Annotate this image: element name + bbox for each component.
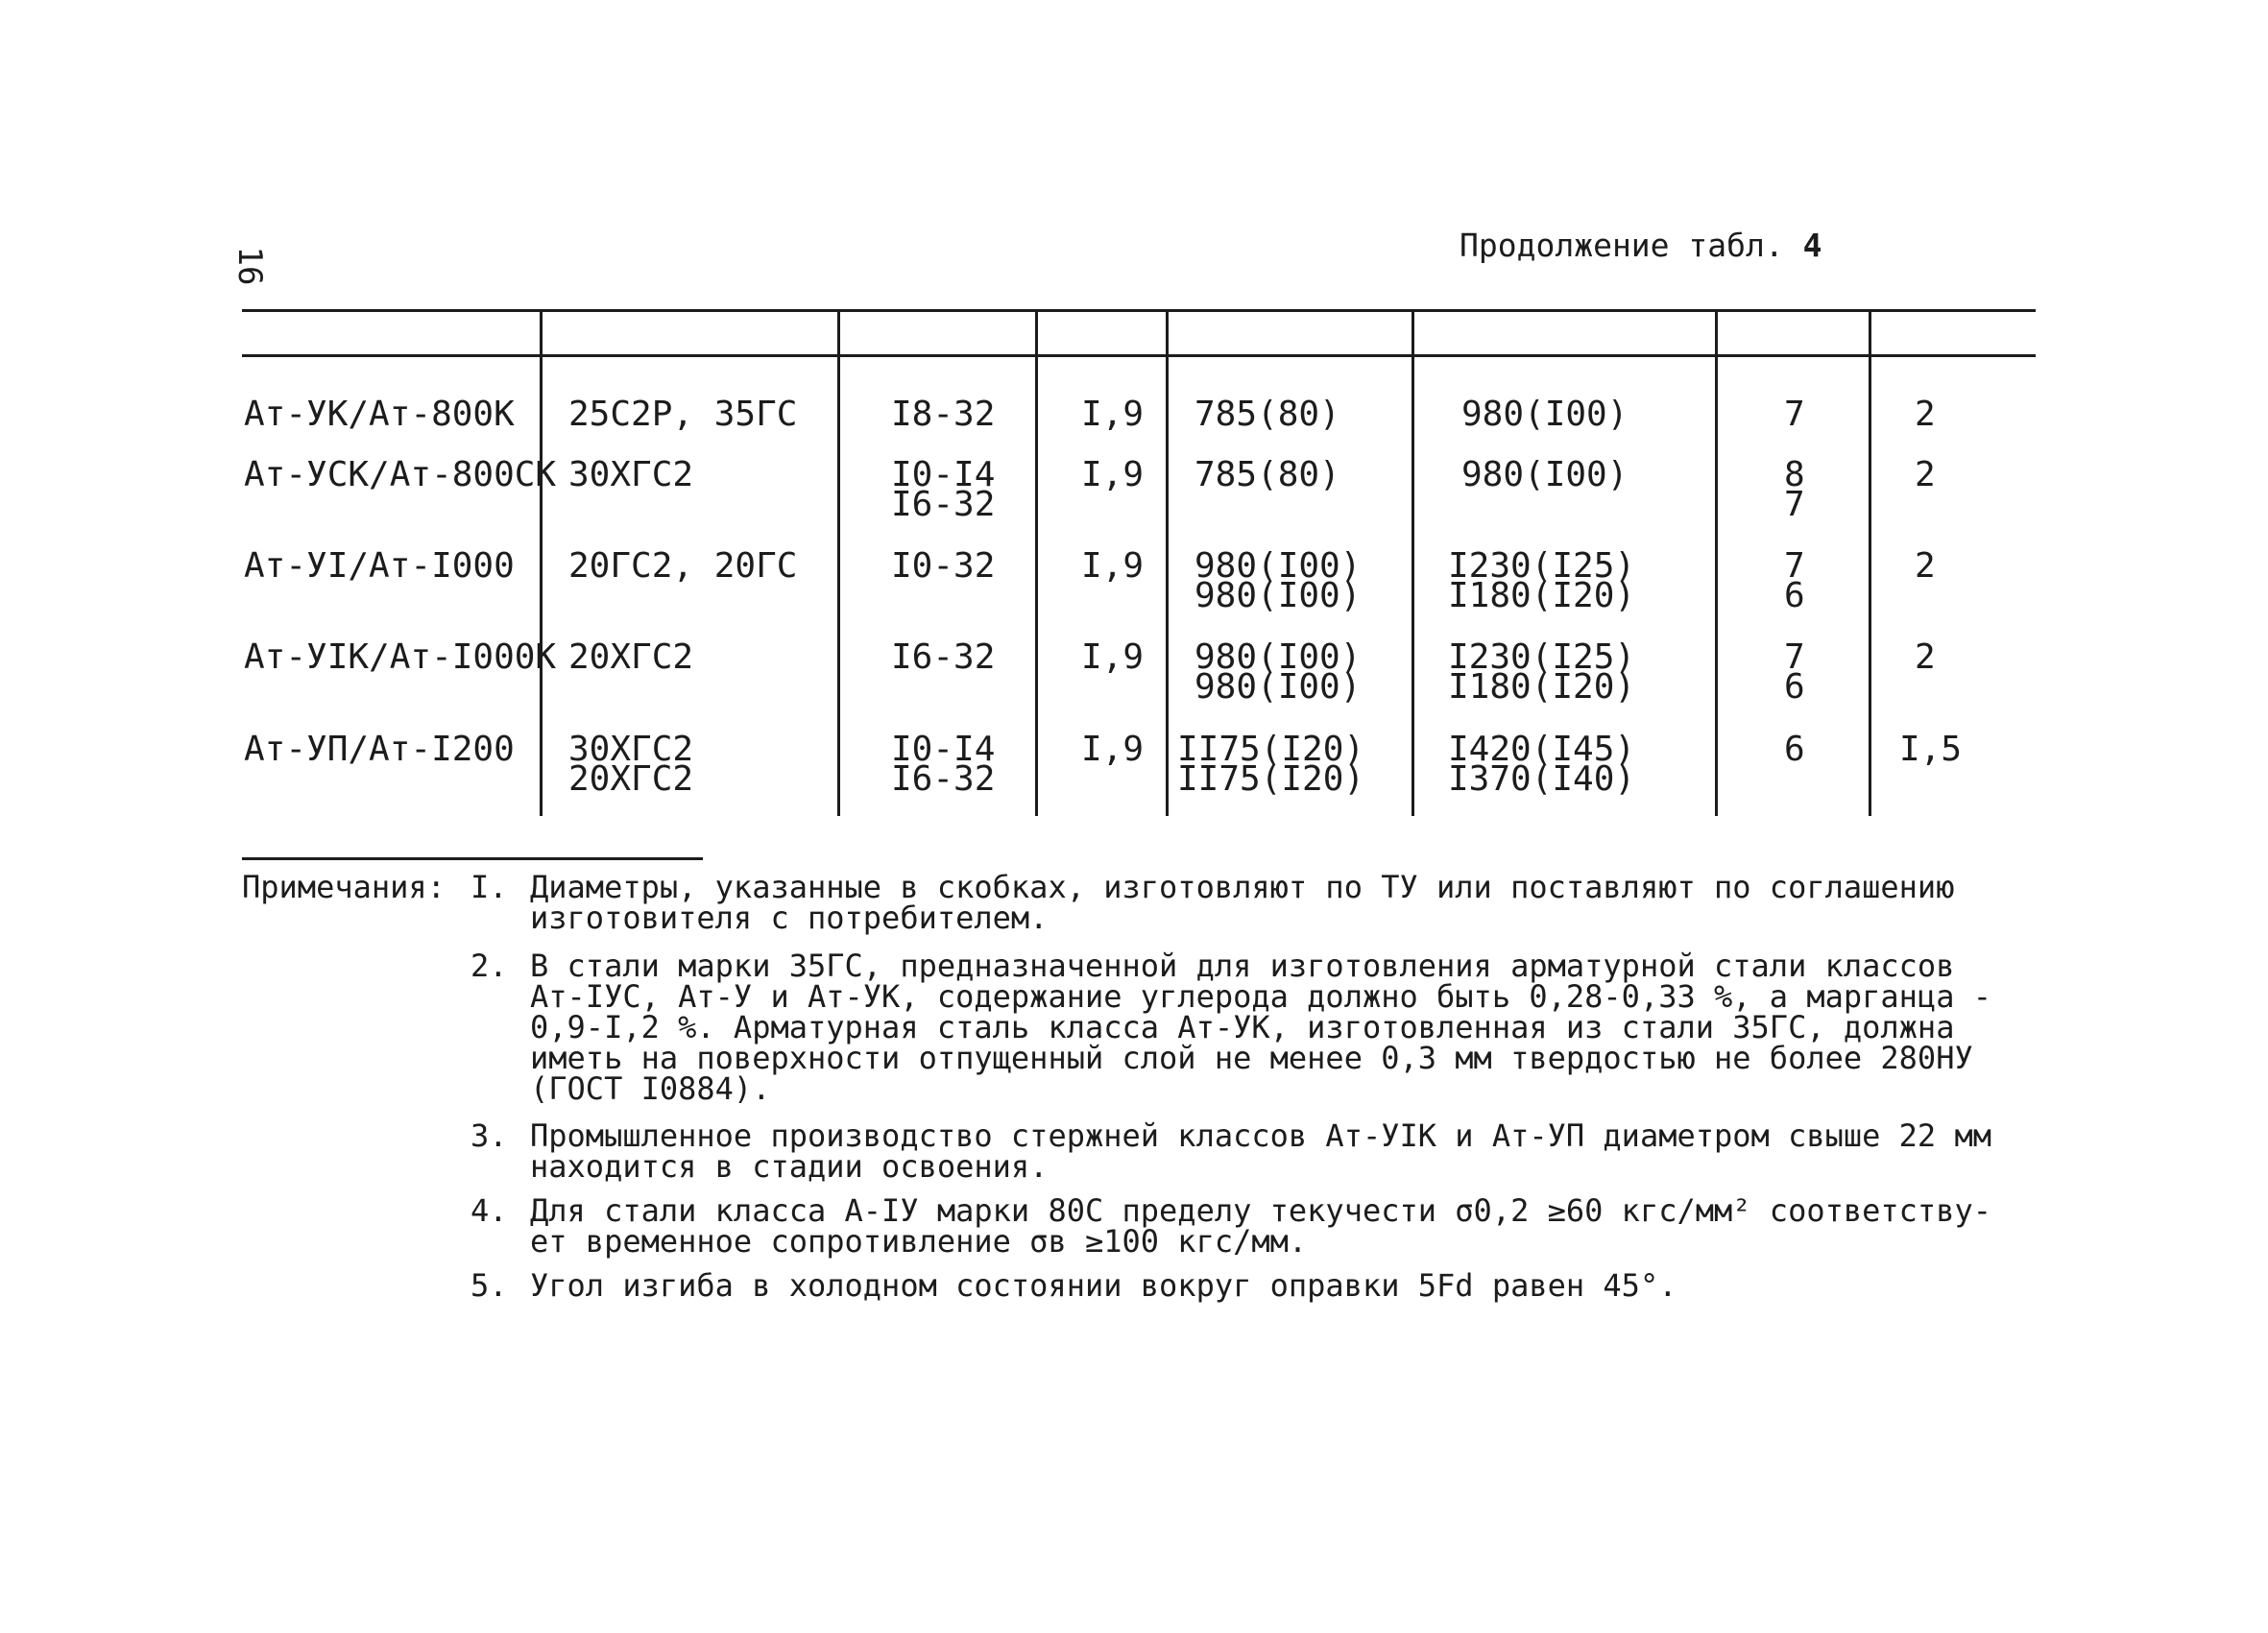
- cell-yield-strength: 980(I00) 980(I00): [1194, 637, 1362, 707]
- column-divider: [1411, 309, 1414, 816]
- table-top-rule: [242, 309, 2036, 312]
- column-divider: [1715, 309, 1718, 816]
- cell-diameter: I8-32: [891, 395, 996, 434]
- table-header-rule: [242, 354, 2036, 357]
- page-number: 16: [230, 246, 269, 286]
- cell-steel-grade: 25С2Р, 35ГС: [568, 395, 798, 434]
- cell-elongation: 8 7: [1784, 455, 1805, 524]
- cell-ratio: I,9: [1081, 455, 1145, 494]
- note-text: Промышленное производство стержней классов Ат-УIК и Ат-УП диаметром свыше 22 мм находится в стадии освоения.: [530, 1117, 1991, 1185]
- column-divider: [540, 309, 543, 816]
- cell-diameter: I0-I4 I6-32: [891, 730, 996, 799]
- cell-elongation: 7 6: [1784, 546, 1805, 615]
- note-item: [470, 1117, 2093, 1185]
- caption-table-number: 4: [1802, 227, 1822, 264]
- column-divider: [1869, 309, 1871, 816]
- cell-bend: 2: [1915, 395, 1936, 434]
- cell-bend: 2: [1915, 546, 1936, 586]
- cell-bend: 2: [1915, 637, 1936, 677]
- note-number: 2.: [470, 948, 508, 984]
- note-item: [470, 948, 2093, 1107]
- cell-elongation: 7 6: [1784, 637, 1805, 707]
- cell-ratio: I,9: [1081, 546, 1145, 586]
- cell-elongation: 7: [1784, 395, 1805, 434]
- cell-class: Ат-УП/Ат-I200: [244, 730, 515, 769]
- cell-steel-grade: 20ГС2, 20ГС: [568, 546, 798, 586]
- cell-yield-strength: 980(I00) 980(I00): [1194, 546, 1362, 615]
- notes-separator: [242, 857, 703, 860]
- cell-class: Ат-УI/Ат-I000: [244, 546, 515, 586]
- column-divider: [837, 309, 840, 816]
- note-item: [470, 1267, 2093, 1304]
- note-item: [470, 869, 2093, 936]
- cell-yield-strength: II75(I20) II75(I20): [1177, 730, 1365, 799]
- table-caption: [1460, 227, 1822, 264]
- cell-ratio: I,9: [1081, 637, 1145, 677]
- cell-bend: I,5: [1899, 730, 1963, 769]
- cell-yield-strength: 785(80): [1194, 395, 1340, 434]
- note-text: Для стали класса А-IУ марки 80С пределу текучести σ0,2 ≥60 кгс/мм² соответству- ет временное сопротивление σв ≥100 кгс/мм.: [530, 1192, 1991, 1260]
- cell-diameter: I6-32: [891, 637, 996, 677]
- cell-yield-strength: 785(80): [1194, 455, 1340, 494]
- cell-tensile-strength: I420(I45) I370(I40): [1448, 730, 1636, 799]
- cell-tensile-strength: 980(I00): [1461, 455, 1629, 494]
- cell-tensile-strength: 980(I00): [1461, 395, 1629, 434]
- notes-heading: Примечания:: [242, 869, 446, 905]
- cell-tensile-strength: I230(I25) I180(I20): [1448, 546, 1636, 615]
- column-divider: [1166, 309, 1169, 816]
- cell-diameter: I0-I4 I6-32: [891, 455, 996, 524]
- cell-ratio: I,9: [1081, 395, 1145, 434]
- note-text: Угол изгиба в холодном состоянии вокруг оправки 5Fd равен 45°.: [530, 1267, 1677, 1304]
- cell-steel-grade: 30ХГС2 20ХГС2: [568, 730, 694, 799]
- cell-elongation: 6: [1784, 730, 1805, 769]
- cell-class: Ат-УIК/Ат-I000К: [244, 637, 557, 677]
- note-number: 5.: [470, 1267, 508, 1304]
- note-text: В стали марки 35ГС, предназначенной для изготовления арматурной стали классов Ат-IУС, Ат-У и Ат-УК, содержание углерода должно быть 0,28-0,33 %, а марганца - 0,9-I,2 %. Арматурная сталь класса Ат-УК, изготовленная из стали 35ГС, должна иметь на поверхности отпущенный слой не менее 0,3 мм твердостью не более 280НУ (ГОСТ I0884).: [530, 948, 1991, 1107]
- caption-text: Продолжение табл.: [1460, 227, 1784, 264]
- note-number: 3.: [470, 1117, 508, 1154]
- note-item: [470, 1192, 2093, 1260]
- note-text: Диаметры, указанные в скобках, изготовляют по ТУ или поставляют по соглашению изготовителя с потребителем.: [530, 869, 1955, 936]
- cell-steel-grade: 30ХГС2: [568, 455, 694, 494]
- cell-ratio: I,9: [1081, 730, 1145, 769]
- cell-class: Ат-УК/Ат-800К: [244, 395, 515, 434]
- note-number: 4.: [470, 1192, 508, 1229]
- note-number: I.: [470, 869, 508, 905]
- cell-steel-grade: 20ХГС2: [568, 637, 694, 677]
- column-divider: [1035, 309, 1038, 816]
- cell-diameter: I0-32: [891, 546, 996, 586]
- cell-class: Ат-УСК/Ат-800СК: [244, 455, 557, 494]
- cell-tensile-strength: I230(I25) I180(I20): [1448, 637, 1636, 707]
- cell-bend: 2: [1915, 455, 1936, 494]
